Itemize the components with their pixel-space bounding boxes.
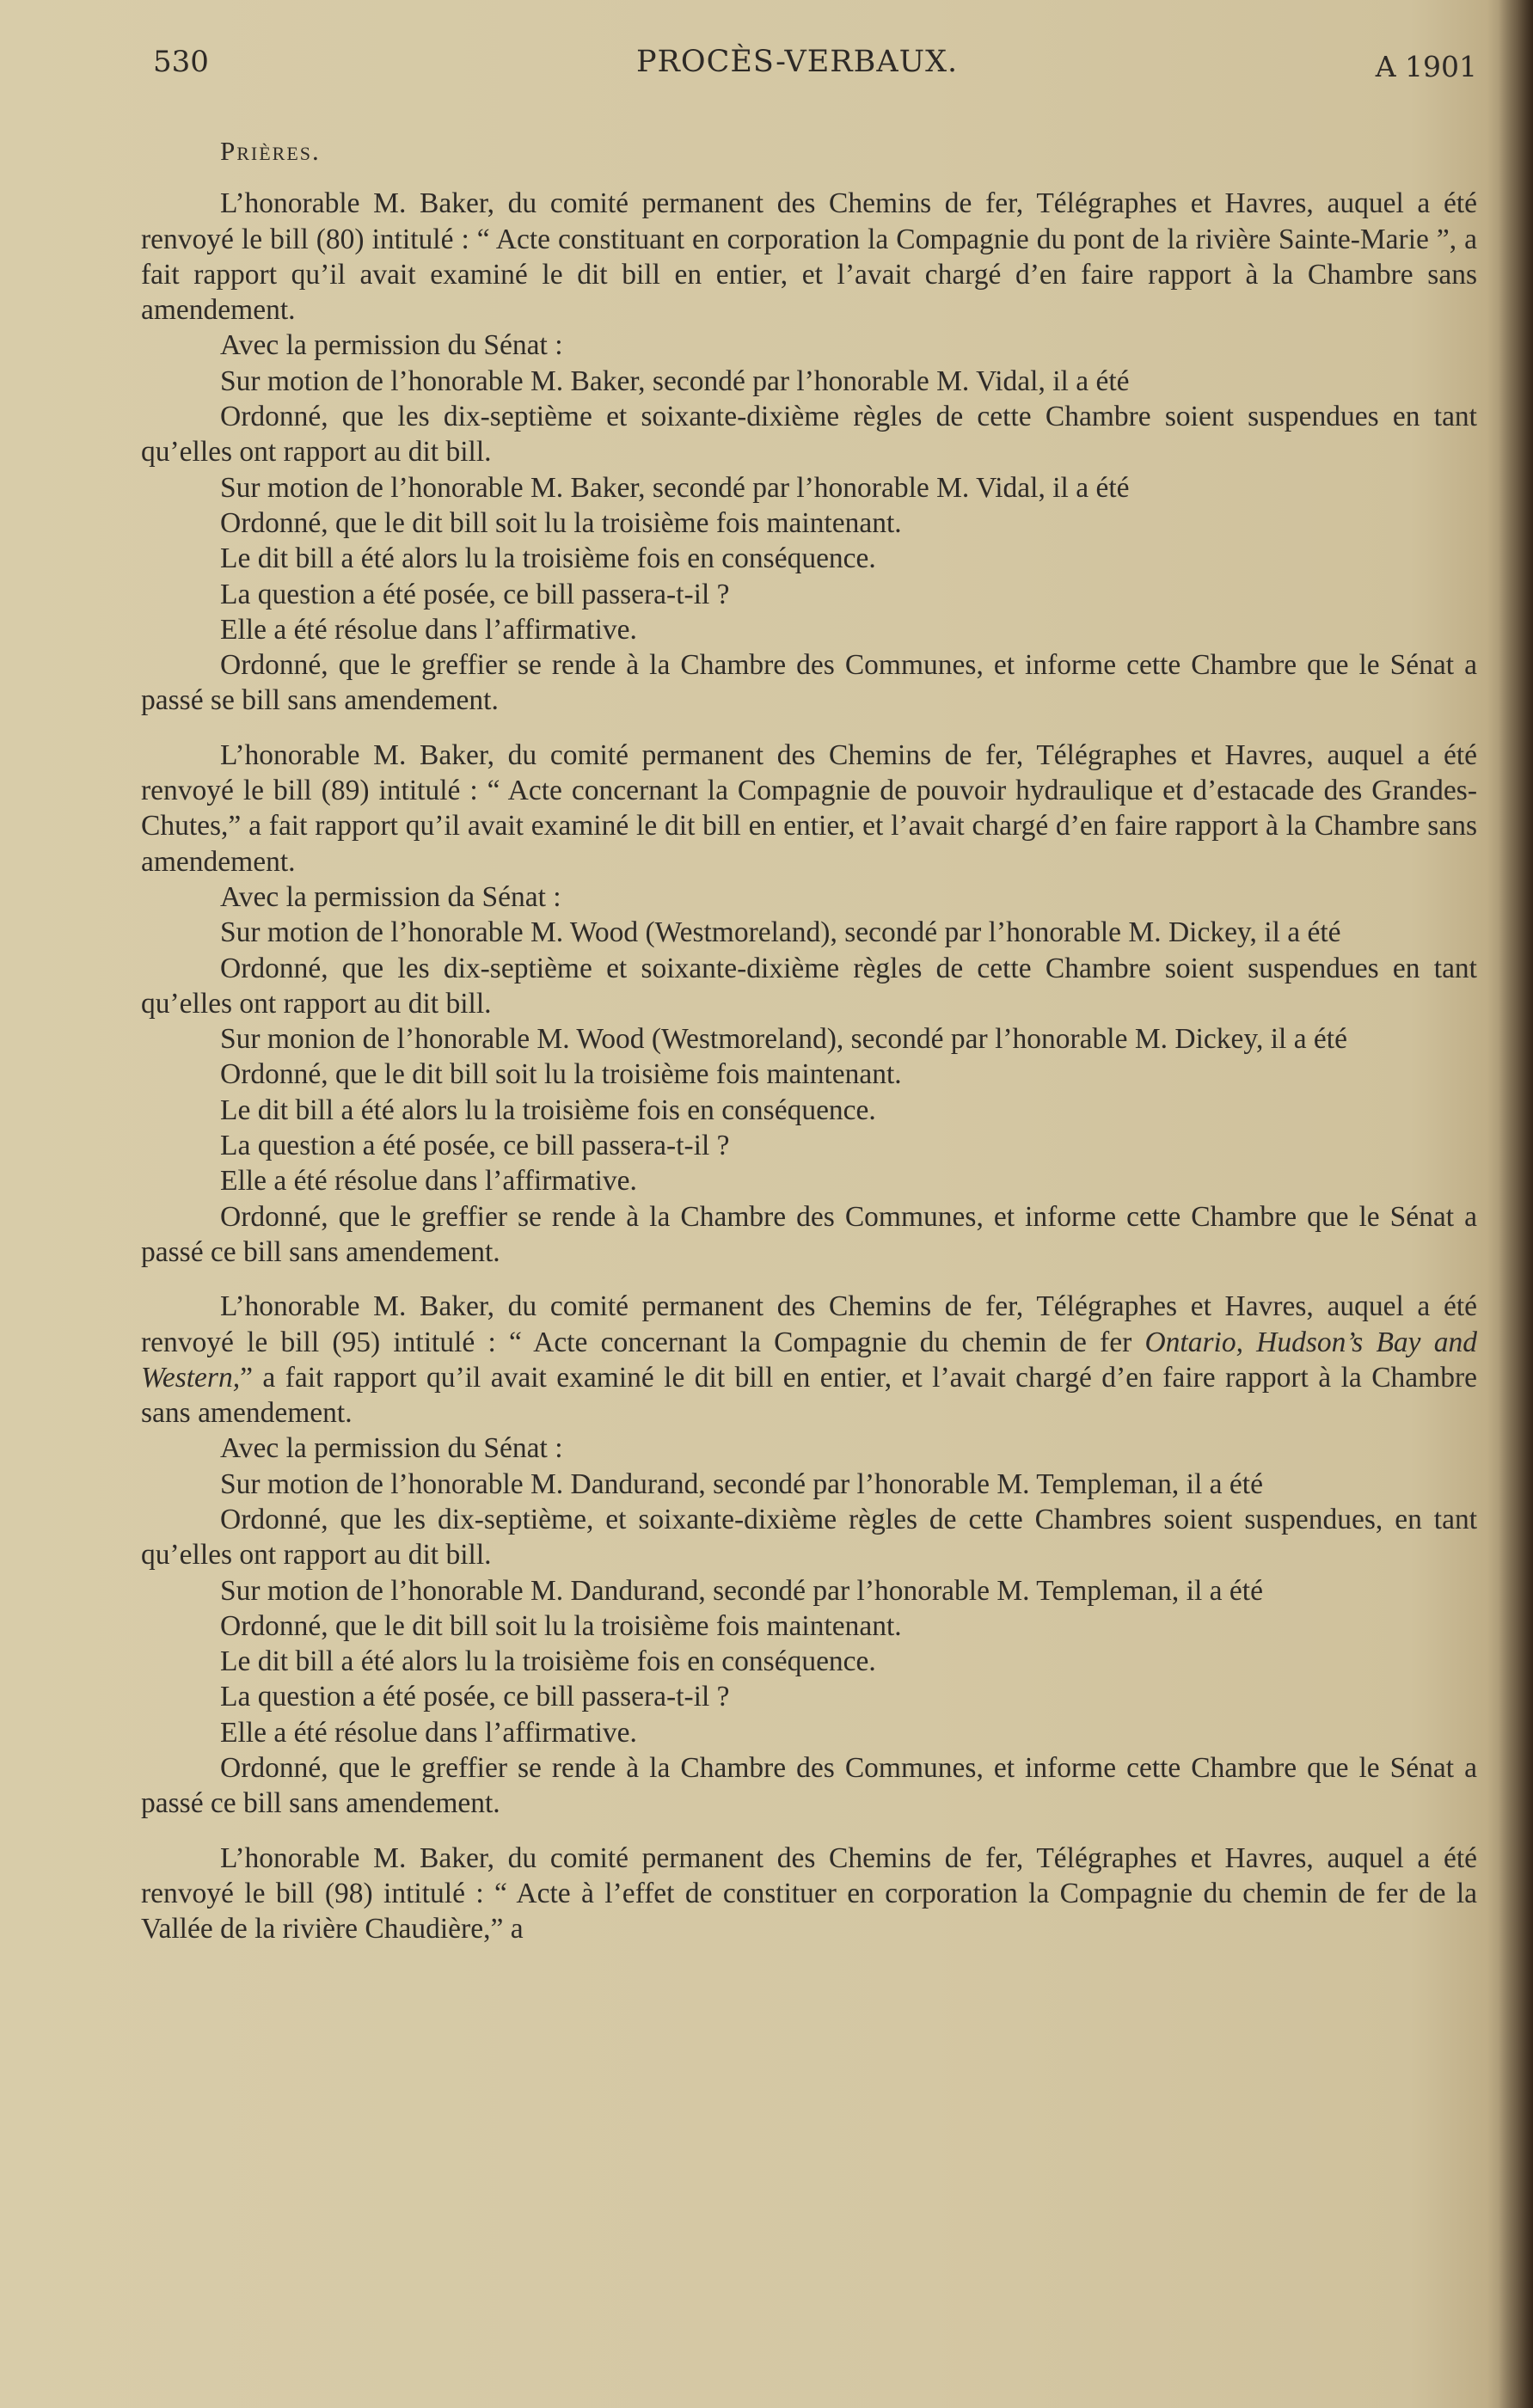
paragraph: Sur motion de l’honorable M. Dandurand, secondé par l’honorable M. Templeman, il a été bbox=[220, 1574, 1263, 1607]
paragraph: La question a été posée, ce bill passera-t-il ? bbox=[220, 1681, 730, 1713]
paragraph: Le dit bill a été alors lu la troisième fois en conséquence. bbox=[220, 542, 876, 575]
paragraph: Ordonné, que le greffier se rende à la Chambre des Communes, et informe cette Chambre que le Sénat a passé ce bill sans amendement. bbox=[141, 1200, 1477, 1268]
running-title: PROCÈS-VERBAUX. bbox=[636, 45, 959, 79]
page-number: 530 bbox=[153, 45, 209, 79]
paragraph: Sur monion de l’honorable M. Wood (Westmoreland), secondé par l’honorable M. Dickey, il a été bbox=[220, 1023, 1347, 1056]
paragraph: Ordonné, que le dit bill soit lu la troisième fois maintenant. bbox=[220, 506, 902, 539]
paragraph: La question a été posée, ce bill passera-t-il ? bbox=[220, 1130, 730, 1162]
paragraph: Avec la permission da Sénat : bbox=[220, 880, 561, 913]
railway-name-italic: Ontario, Hudson’s Bay and Western, bbox=[141, 1326, 1477, 1394]
paragraph: Ordonné, que le dit bill soit lu la troisième fois maintenant. bbox=[220, 1609, 902, 1642]
paragraph: L’honorable M. Baker, du comité permanent des Chemins de fer, Télégraphes et Havres, auquel a été renvoyé le bill (98) intitulé : “ Acte à l’effet de constituer en corporation la Compagnie du chemin de fer de la Vallée de la rivière Chaudière,” a bbox=[141, 1841, 1477, 1945]
report-block-bill-80 bbox=[141, 186, 1477, 718]
paragraph: Sur motion de l’honorable M. Dandurand, secondé par l’honorable M. Templeman, il a été bbox=[220, 1467, 1263, 1500]
report-block-bill-98 bbox=[141, 1841, 1477, 1947]
paragraph: Ordonné, que les dix-septième, et soixante-dixième règles de cette Chambres soient suspendues, en tant qu’elles ont rapport au dit bill. bbox=[141, 1503, 1477, 1572]
paragraph: Ordonné, que le dit bill soit lu la troisième fois maintenant. bbox=[220, 1058, 902, 1091]
running-header bbox=[153, 45, 1477, 96]
paragraph: Elle a été résolue dans l’affirmative. bbox=[220, 1716, 637, 1749]
paragraph: Ordonné, que le greffier se rende à la Chambre des Communes, et informe cette Chambre que le Sénat a passé ce bill sans amendement. bbox=[141, 1752, 1477, 1820]
report-block-bill-95 bbox=[141, 1289, 1477, 1821]
paragraph: Le dit bill a été alors lu la troisième fois en conséquence. bbox=[220, 1645, 876, 1678]
paragraph: Elle a été résolue dans l’affirmative. bbox=[220, 1165, 637, 1198]
report-block-bill-89 bbox=[141, 738, 1477, 1270]
paragraph: Ordonné, que les dix-septième et soixante-dixième règles de cette Chambre soient suspendues en tant qu’elles ont rapport au dit bill. bbox=[141, 401, 1477, 469]
section-heading: Prières. bbox=[220, 136, 321, 166]
paragraph: L’honorable M. Baker, du comité permanent des Chemins de fer, Télégraphes et Havres, auquel a été renvoyé le bill (80) intitulé : “ Acte constituant en corporation la Compagnie du pont de la rivière Sainte-Marie ”, a fait rapport qu’il avait examiné le dit bill en entier, et l’avait chargé d’en faire rapport à la Chambre sans amendement. bbox=[141, 187, 1477, 327]
session-year: A 1901 bbox=[1375, 50, 1477, 83]
paragraph: Ordonné, que les dix-septième et soixante-dixième règles de cette Chambre soient suspendues en tant qu’elles ont rapport au dit bill. bbox=[141, 952, 1477, 1020]
book-gutter-shadow bbox=[1499, 0, 1533, 2408]
paragraph: Avec la permission du Sénat : bbox=[220, 329, 563, 362]
paragraph: L’honorable M. Baker, du comité permanent des Chemins de fer, Télégraphes et Havres, auquel a été renvoyé le bill (89) intitulé : “ Acte concernant la Compagnie de pouvoir hydraulique et d’estacade des Grandes-Chutes,” a fait rapport qu’il avait examiné le dit bill en entier, et l’avait chargé d’en faire rapport à la Chambre sans amendement. bbox=[141, 738, 1477, 878]
paragraph: L’honorable M. Baker, du comité permanent des Chemins de fer, Télégraphes et Havres, auquel a été renvoyé le bill (95) intitulé : “ Acte concernant la Compagnie du chemin de fer Ontario, Hudson’s Bay and Western,” a fait rapport qu’il avait examiné le dit bill en entier, et l’avait chargé d’en faire rapport à la Chambre sans amendement. bbox=[141, 1290, 1477, 1430]
paragraph: Avec la permission du Sénat : bbox=[220, 1432, 563, 1465]
paragraph: La question a été posée, ce bill passera-t-il ? bbox=[220, 578, 730, 610]
paragraph: Sur motion de l’honorable M. Wood (Westmoreland), secondé par l’honorable M. Dickey, il a été bbox=[220, 916, 1341, 949]
paragraph: Ordonné, que le greffier se rende à la Chambre des Communes, et informe cette Chambre que le Sénat a passé se bill sans amendement. bbox=[141, 649, 1477, 717]
body-text bbox=[141, 133, 1477, 1966]
paragraph: Sur motion de l’honorable M. Baker, secondé par l’honorable M. Vidal, il a été bbox=[220, 365, 1130, 397]
paragraph: Elle a été résolue dans l’affirmative. bbox=[220, 613, 637, 646]
paragraph: Le dit bill a été alors lu la troisième fois en conséquence. bbox=[220, 1094, 876, 1126]
paragraph: Sur motion de l’honorable M. Baker, secondé par l’honorable M. Vidal, il a été bbox=[220, 471, 1130, 504]
